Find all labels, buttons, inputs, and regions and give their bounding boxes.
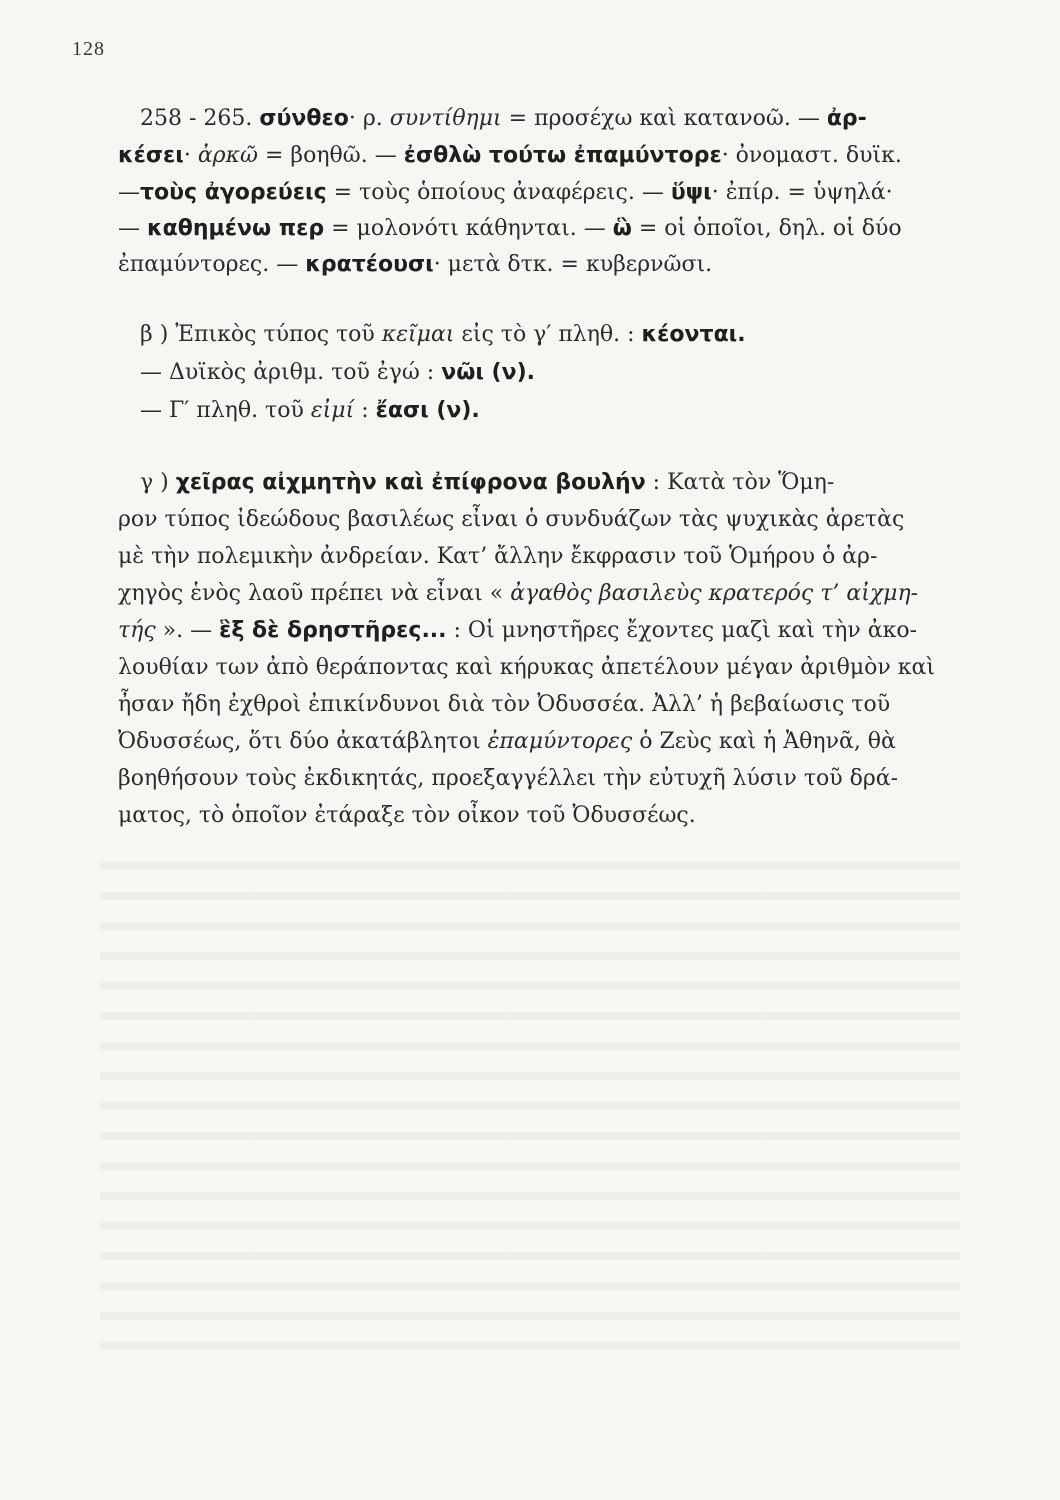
note-line: βοηθήσουν τοὺς ἐκδικητάς, προεξαγγέλλει τὴν εὐτυχῆ λύσιν τοῦ δρά- (118, 766, 899, 791)
note-line (118, 214, 902, 244)
lemma: καθημένω περ (147, 216, 325, 241)
note-line (118, 141, 902, 171)
note-text: ἐπαμύντορες. — (118, 252, 306, 277)
lemma: ἓξ δὲ δρηστῆρες... (219, 618, 447, 643)
italic-word: εἰμί (310, 398, 355, 423)
lemma: τοὺς ἀγορεύεις (140, 180, 327, 205)
note-text: — Γ′ πληθ. τοῦ (140, 398, 311, 423)
lemma: χεῖρας αἰχμητὴν καὶ ἐπίφρονα βουλήν (175, 470, 646, 495)
note-text: = προσέχω καὶ κατανοῶ. — (501, 106, 827, 131)
note-line: ἦσαν ἤδη ἐχθροὶ ἐπικίνδυνοι διὰ τὸν Ὀδυσσέα. Ἀλλ’ ἡ βεβαίωσις τοῦ (118, 692, 891, 717)
lemma: ἐσθλὼ τούτω ἐπαμύντορε (403, 143, 722, 168)
note-text: · ὀνομαστ. δυϊκ. (721, 143, 902, 168)
lemma: κέσει (118, 143, 184, 168)
note-text: = οἱ ὁποῖοι, δηλ. οἱ δύο (631, 216, 902, 241)
italic-word: ἐπαμύντορες (487, 729, 633, 754)
note-line (118, 579, 918, 609)
note-text: χηγὸς ἑνὸς λαοῦ πρέπει νὰ εἶναι « (118, 581, 511, 606)
lemma: ὣ (612, 216, 632, 241)
note-text: · (183, 143, 198, 168)
lemma: σύνθεο (259, 106, 349, 131)
italic-word: συντίθημι (389, 106, 502, 131)
note-line (118, 178, 893, 208)
note-line (140, 320, 746, 350)
note-text: Ὀδυσσέως, ὅτι δύο ἀκατάβλητοι (118, 729, 488, 754)
lemma: ὕψι (670, 180, 712, 205)
note-text: · ἐπίρ. = ὑψηλά· (711, 180, 893, 205)
note-text: — (118, 216, 147, 241)
note-line: ματος, τὸ ὁποῖον ἐτάραξε τὸν οἶκον τοῦ Ὀδυσσέως. (118, 803, 696, 828)
lemma: νῶι (ν). (441, 360, 536, 385)
note-text: ὁ Ζεὺς καὶ ἡ Ἀθηνᾶ, θὰ (632, 729, 896, 754)
quotation: τής (118, 618, 156, 643)
note-text: : (354, 398, 376, 423)
quotation: ἀγαθὸς βασιλεὺς κρατερός τ’ αἰχμη- (510, 581, 919, 606)
note-text: : Οἱ μνηστῆρες ἔχοντες μαζὶ καὶ τὴν ἀκο- (446, 618, 918, 643)
note-text: εἰς τὸ γ′ πληθ. : (454, 322, 642, 347)
lemma: κέονται. (641, 322, 746, 347)
note-text: ». — (155, 618, 220, 643)
note-line (140, 104, 867, 134)
note-text: — (118, 180, 140, 205)
lemma: ἀρ- (826, 106, 867, 131)
note-text: — Δυϊκὸς ἀριθμ. τοῦ ἐγώ : (140, 360, 442, 385)
italic-word: ἀρκῶ (197, 143, 258, 168)
lemma: ἔασι (ν). (375, 398, 480, 423)
note-line (118, 616, 917, 646)
note-text: · ρ. (348, 106, 390, 131)
note-text: γ ) (140, 470, 176, 495)
bleed-through-texture (100, 840, 960, 1360)
note-text: : Κατὰ τὸν Ὅμη- (645, 470, 835, 495)
note-line: μὲ τὴν πολεμικὴν ἀνδρείαν. Κατ’ ἄλλην ἔκφρασιν τοῦ Ὁμήρου ὁ ἀρ- (118, 544, 878, 569)
note-text: = τοὺς ὁποίους ἀναφέρεις. — (326, 180, 671, 205)
note-text: = μολονότι κάθηνται. — (324, 216, 613, 241)
note-line: ρον τύπος ἰδεώδους βασιλέως εἶναι ὁ συνδυάζων τὰς ψυχικὰς ἀρετὰς (118, 507, 905, 532)
note-line: λουθίαν των ἀπὸ θεράποντας καὶ κήρυκας ἀπετέλουν μέγαν ἀριθμὸν καὶ (118, 655, 936, 680)
note-text: = βοηθῶ. — (257, 143, 404, 168)
note-text: β ) Ἐπικὸς τύπος τοῦ (140, 322, 382, 347)
italic-word: κεῖμαι (381, 322, 455, 347)
note-text: · μετὰ δτκ. = κυβερνῶσι. (433, 252, 713, 277)
note-line (140, 396, 480, 426)
page-number: 128 (72, 38, 105, 60)
line-number-range: 258 - 265. (140, 106, 260, 131)
note-line (118, 250, 712, 280)
note-line (118, 727, 896, 757)
note-line (140, 468, 834, 498)
lemma: κρατέουσι (305, 252, 434, 277)
note-line (140, 358, 535, 388)
